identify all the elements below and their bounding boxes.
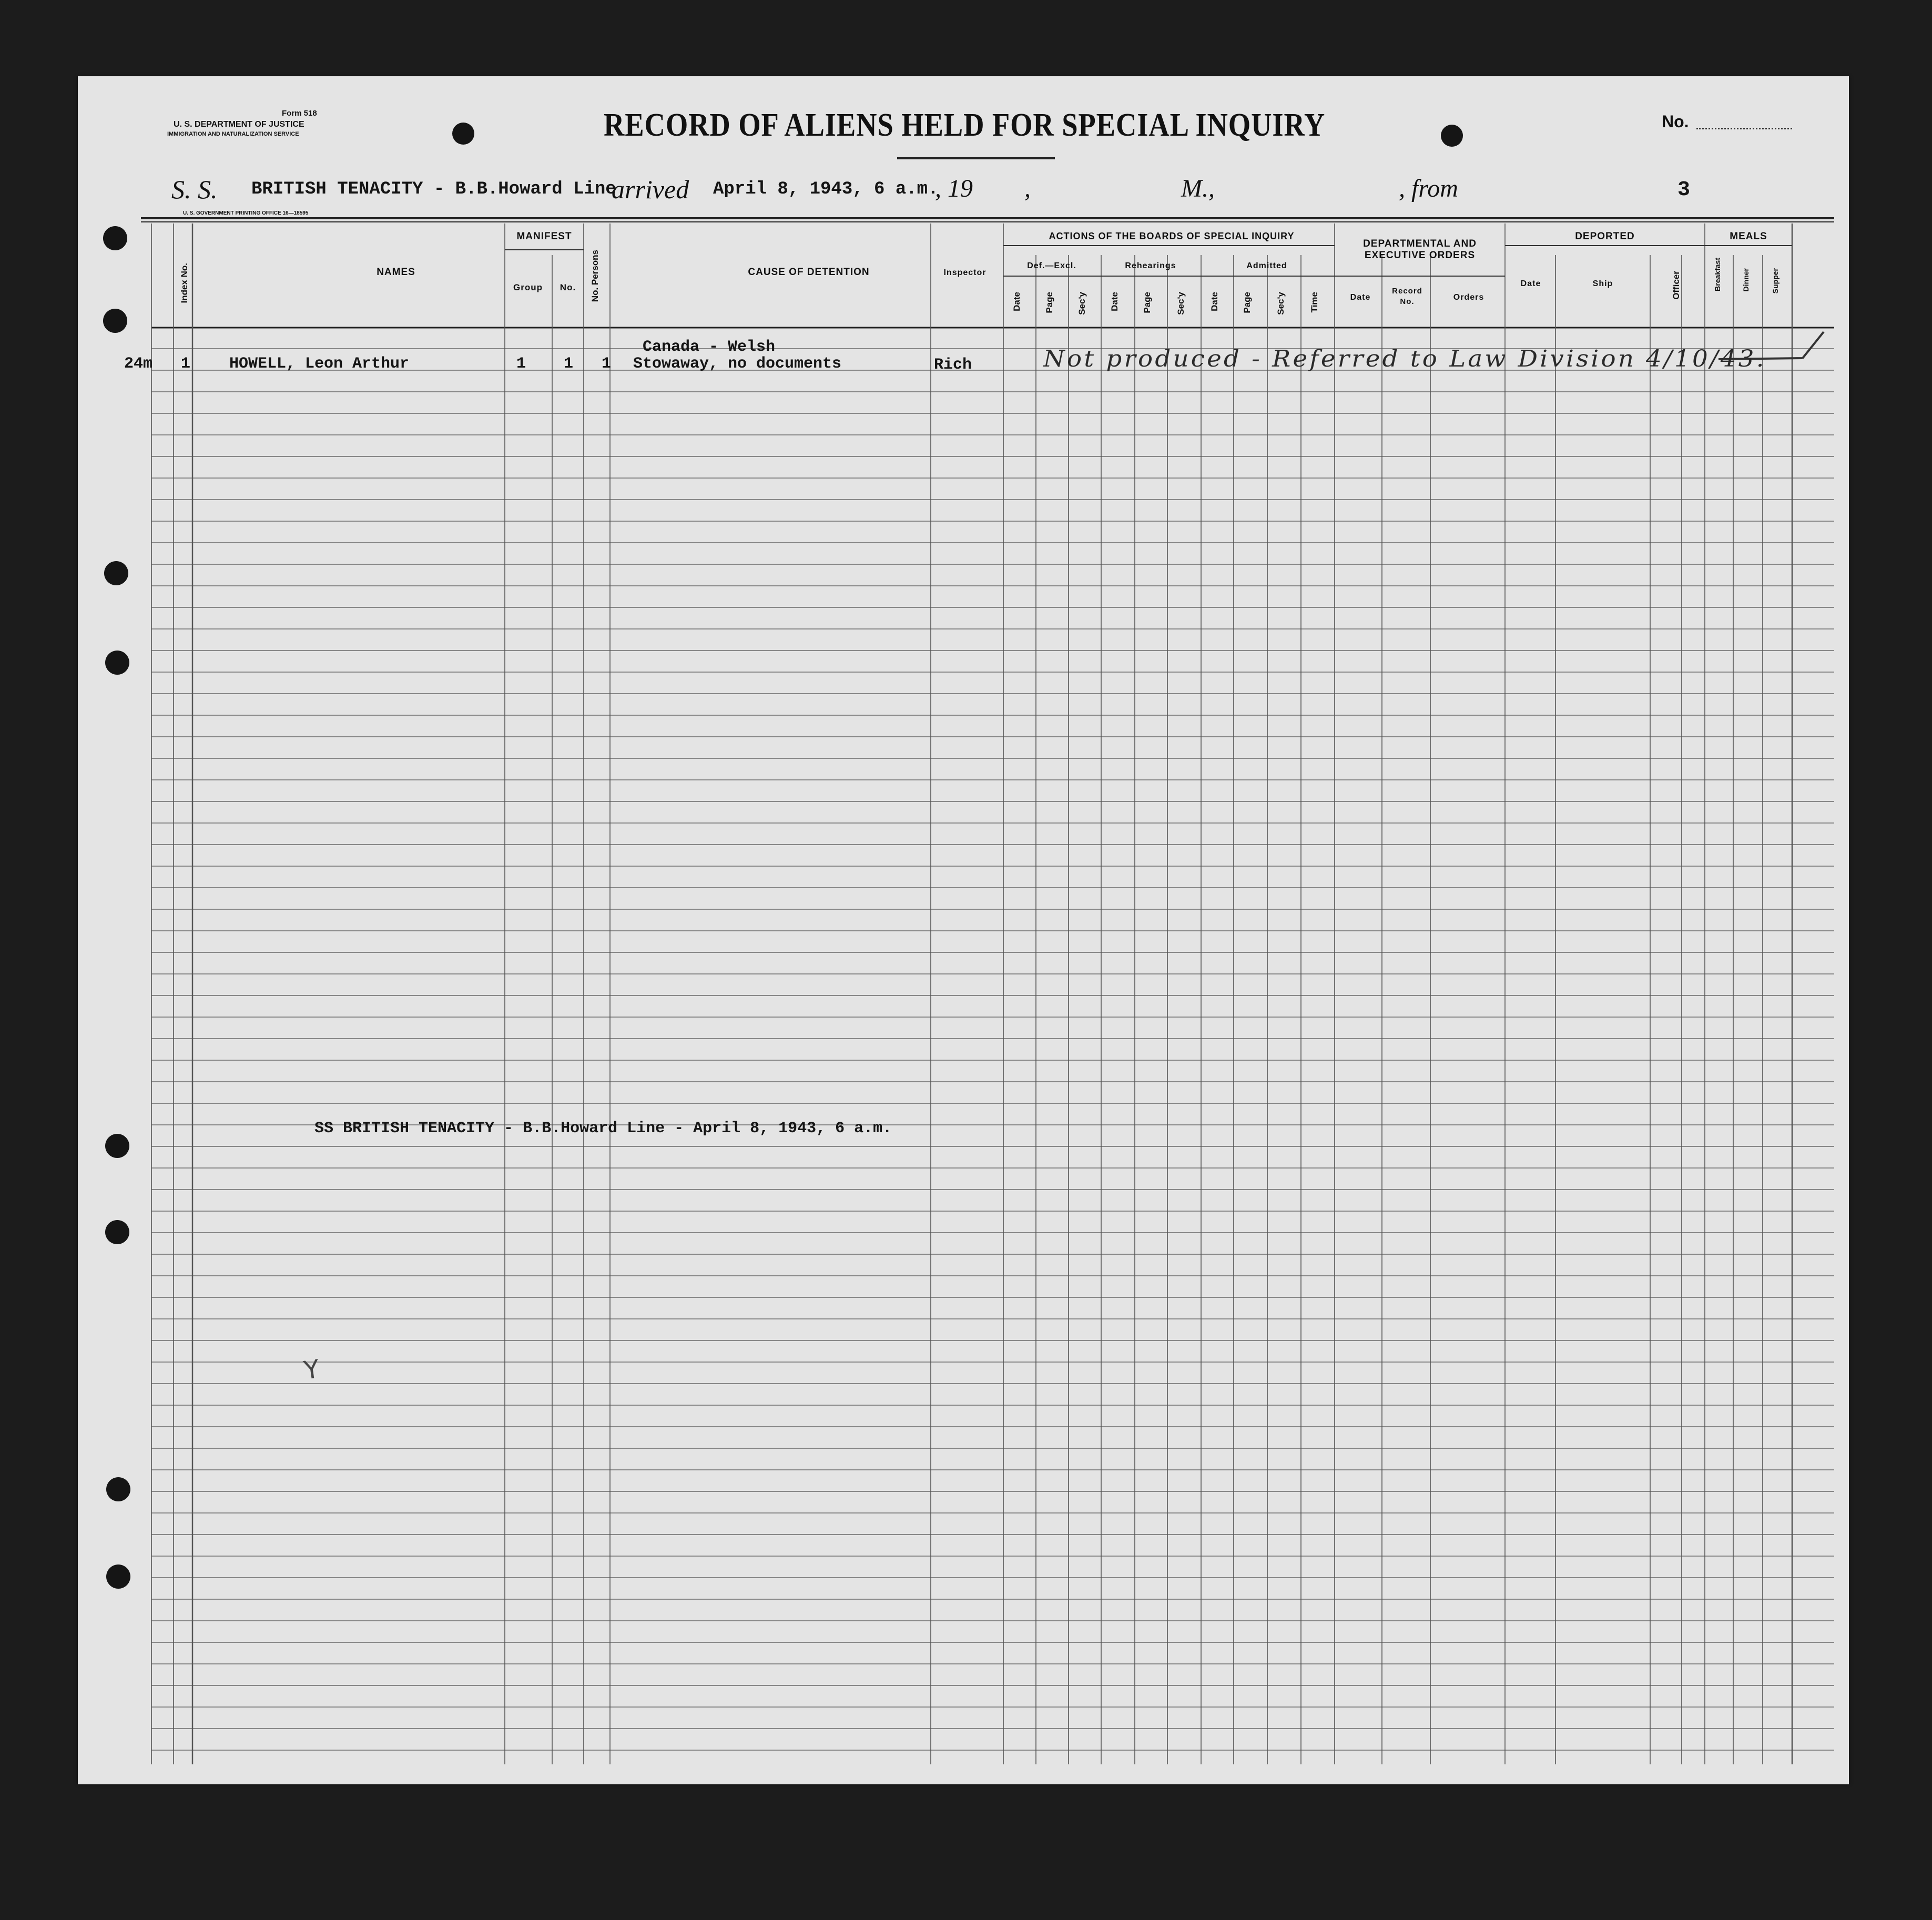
header-names: NAMES bbox=[377, 267, 415, 278]
header-dep-date: Date bbox=[1520, 279, 1541, 288]
punch-hole bbox=[106, 1477, 130, 1501]
header-index-no: Index No. bbox=[179, 263, 189, 303]
year-label: , 19 bbox=[935, 175, 973, 202]
meridiem-label: M., bbox=[1181, 175, 1215, 202]
header-manifest: MANIFEST bbox=[516, 231, 572, 242]
header-adm-time: Time bbox=[1309, 292, 1319, 313]
header-reh-date: Date bbox=[1110, 292, 1120, 311]
header-def-secy: Sec'y bbox=[1077, 292, 1087, 315]
header-dinner: Dinner bbox=[1742, 268, 1750, 292]
entry-name: HOWELL, Leon Arthur bbox=[229, 355, 410, 373]
header-record-no-1: Record bbox=[1392, 287, 1422, 296]
punch-hole bbox=[103, 226, 127, 250]
handwritten-note: Not produced - Referred to Law Division 4/10/43. bbox=[1043, 346, 1766, 372]
header-cause: CAUSE OF DETENTION bbox=[748, 267, 870, 278]
ship-name: BRITISH TENACITY - B.B.Howard Line bbox=[251, 179, 616, 199]
header-group: Group bbox=[513, 282, 543, 292]
header-manifest-no: No. bbox=[560, 282, 576, 292]
entry-persons: 1 bbox=[602, 355, 612, 373]
header-dep-ship: Ship bbox=[1592, 279, 1613, 288]
header-dept-exec-2: EXECUTIVE ORDERS bbox=[1364, 250, 1476, 261]
form-number: Form 518 bbox=[282, 109, 317, 118]
printing-office: U. S. GOVERNMENT PRINTING OFFICE 16—18595 bbox=[183, 210, 309, 216]
sheet-number: 3 bbox=[1677, 178, 1691, 202]
punch-hole bbox=[104, 561, 128, 585]
punch-hole bbox=[452, 123, 474, 145]
header-adm-secy: Sec'y bbox=[1276, 292, 1286, 315]
header-adm-page: Page bbox=[1242, 292, 1252, 313]
header-reh-secy: Sec'y bbox=[1176, 292, 1186, 315]
punch-hole bbox=[106, 1565, 130, 1589]
no-label: No. bbox=[1662, 112, 1689, 131]
entry-manifest-no: 1 bbox=[564, 355, 574, 373]
header-rehearings: Rehearings bbox=[1125, 261, 1176, 270]
header-def-excl: Def.—Excl. bbox=[1027, 261, 1076, 270]
ss-label: S. S. bbox=[171, 175, 218, 204]
header-def-date: Date bbox=[1012, 292, 1022, 311]
header-orders: Orders bbox=[1453, 293, 1484, 302]
entry-group: 1 bbox=[516, 355, 526, 373]
header-actions: ACTIONS OF THE BOARDS OF SPECIAL INQUIRY bbox=[1049, 231, 1295, 241]
entry-cause-line2: Stowaway, no documents bbox=[633, 355, 842, 373]
no-field-line bbox=[1696, 128, 1792, 129]
header-reh-page: Page bbox=[1142, 292, 1152, 313]
header-dept-date: Date bbox=[1350, 293, 1371, 302]
arrived-label: arrived bbox=[612, 175, 689, 204]
header-record-no-2: No. bbox=[1400, 297, 1415, 306]
header-def-page: Page bbox=[1044, 292, 1054, 313]
punch-hole bbox=[1441, 125, 1463, 147]
header-deported: DEPORTED bbox=[1575, 231, 1635, 242]
stray-mark: Y bbox=[302, 1354, 322, 1386]
page-title: RECORD OF ALIENS HELD FOR SPECIAL INQUIRY bbox=[604, 107, 1326, 143]
footer-note: SS BRITISH TENACITY - B.B.Howard Line - April 8, 1943, 6 a.m. bbox=[314, 1120, 892, 1137]
comma-label: , bbox=[1024, 175, 1031, 202]
header-admitted: Admitted bbox=[1246, 261, 1287, 270]
header-supper: Supper bbox=[1771, 268, 1780, 294]
record-sheet bbox=[78, 76, 1849, 1784]
arrival-date: April 8, 1943, 6 a.m. bbox=[713, 179, 939, 199]
header-officer: Officer bbox=[1671, 271, 1681, 300]
ruled-grid bbox=[78, 76, 1849, 1784]
punch-hole bbox=[105, 1220, 129, 1244]
header-no-persons: No. Persons bbox=[590, 250, 600, 302]
entry-inspector: Rich bbox=[934, 356, 972, 374]
service: IMMIGRATION AND NATURALIZATION SERVICE bbox=[167, 131, 299, 137]
header-breakfast: Breakfast bbox=[1713, 258, 1722, 291]
header-dept-exec-1: DEPARTMENTAL AND bbox=[1363, 238, 1477, 249]
entry-cause-line1: Canada - Welsh bbox=[643, 338, 776, 356]
header-adm-date: Date bbox=[1209, 292, 1219, 311]
entry-index: 1 bbox=[181, 355, 191, 373]
header-inspector: Inspector bbox=[943, 268, 987, 277]
from-label: , from bbox=[1399, 175, 1458, 202]
department: U. S. DEPARTMENT OF JUSTICE bbox=[174, 120, 304, 129]
header-meals: MEALS bbox=[1730, 231, 1767, 242]
punch-hole bbox=[105, 651, 129, 675]
margin-note: 24m bbox=[124, 355, 153, 373]
title-underline bbox=[897, 157, 1055, 159]
punch-hole bbox=[103, 309, 127, 333]
punch-hole bbox=[105, 1134, 129, 1158]
